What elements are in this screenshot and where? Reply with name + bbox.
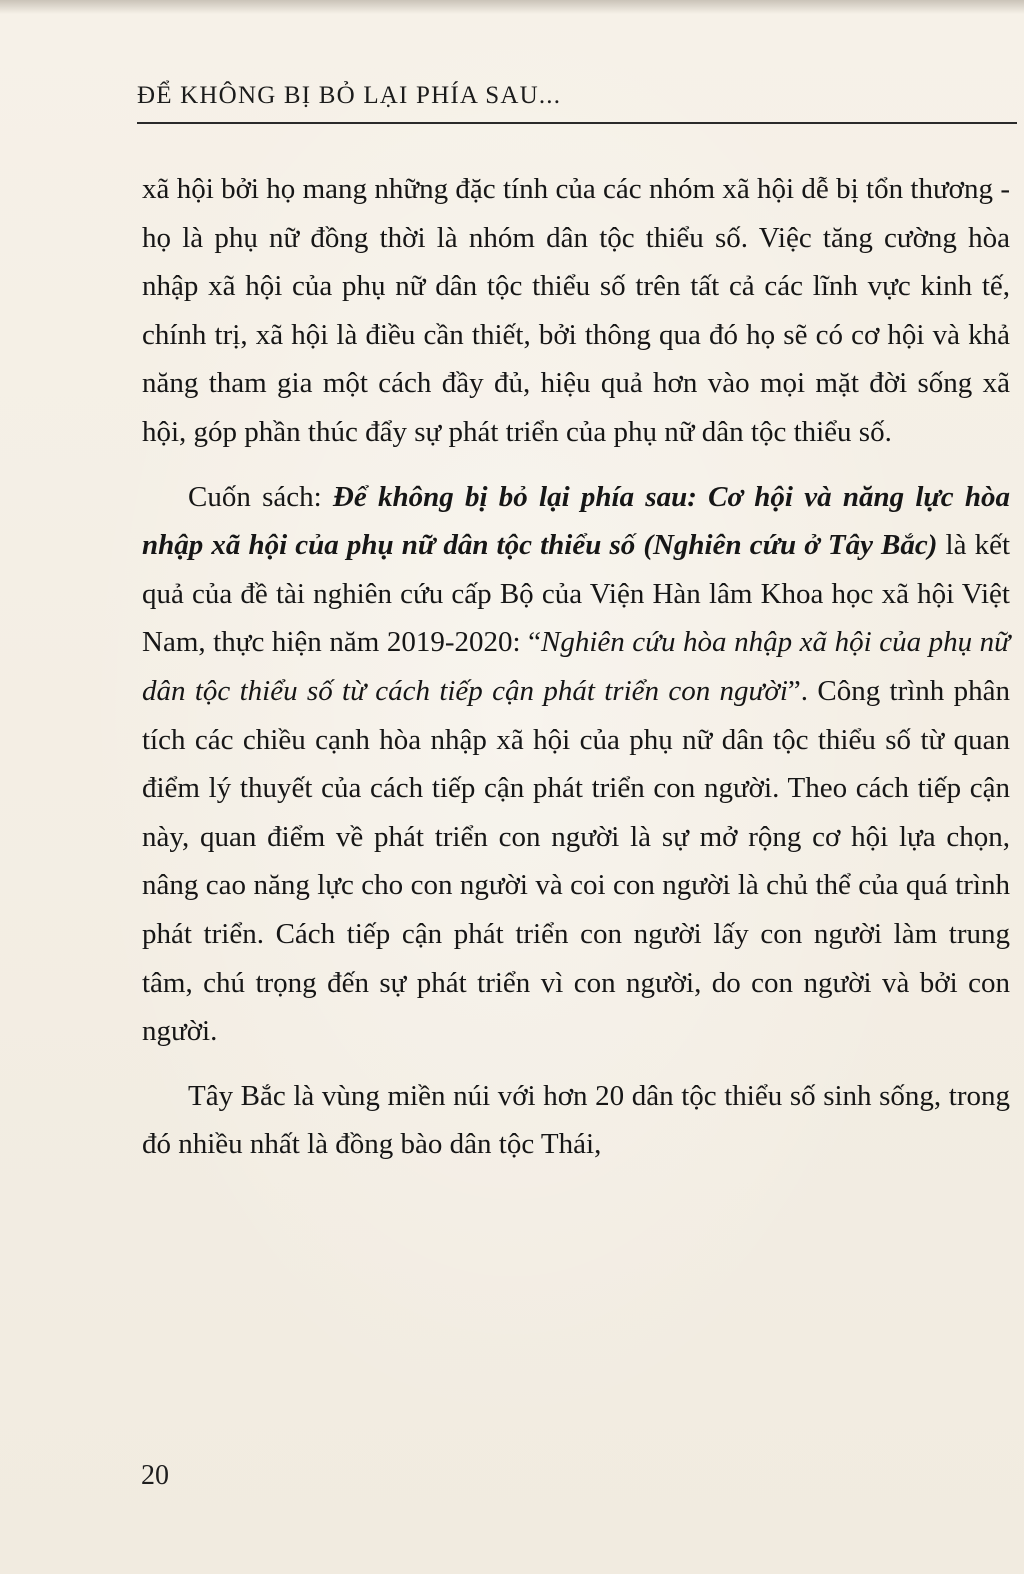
page-body — [142, 165, 1010, 1169]
paragraph-text: ”. Công trình phân tích các chiều cạnh hòa nhập xã hội của phụ nữ dân tộc thiểu số từ quan điểm lý thuyết của cách tiếp cận phát triển con người. Theo cách tiếp cận này, quan điểm về phát triển con người là sự mở rộng cơ hội lựa chọn, nâng cao năng lực cho con người và coi con người là chủ thể của quá trình phát triển. Cách tiếp cận phát triển con người lấy con người làm trung tâm, chú trọng đến sự phát triển vì con người, do con người và bởi con người. — [142, 674, 1010, 1048]
running-header — [137, 79, 1017, 125]
header-rule — [137, 122, 1017, 124]
project-title: Nghiên cứu hòa nhập xã hội của phụ nữ dân tộc thiểu số từ cách tiếp cận phát triển con người — [142, 626, 1010, 707]
book-title: Để không bị bỏ lại phía sau: Cơ hội và năng lực hòa nhập xã hội của phụ nữ dân tộc thiểu số (Nghiên cứu ở Tây Bắc) — [142, 480, 1010, 562]
page-top-shadow — [0, 0, 1024, 14]
paragraph-book-description — [142, 473, 1010, 1056]
page-number: 20 — [141, 1460, 169, 1491]
paragraph-text: Cuốn sách: — [188, 480, 333, 513]
paragraph-continued: xã hội bởi họ mang những đặc tính của các nhóm xã hội dễ bị tổn thương - họ là phụ nữ đồng thời là nhóm dân tộc thiểu số. Việc tăng cường hòa nhập xã hội của phụ nữ dân tộc thiểu số trên tất cả các lĩnh vực kinh tế, chính trị, xã hội là điều cần thiết, bởi thông qua đó họ sẽ có cơ hội và khả năng tham gia một cách đầy đủ, hiệu quả hơn vào mọi mặt đời sống xã hội, góp phần thúc đẩy sự phát triển của phụ nữ dân tộc thiểu số. — [142, 173, 1010, 448]
paragraph-text: là kết quả của đề tài nghiên cứu cấp Bộ của Viện Hàn lâm Khoa học xã hội Việt Nam, thực hiện năm 2019-2020: “ — [142, 529, 1011, 659]
paragraph-tay-bac: Tây Bắc là vùng miền núi với hơn 20 dân tộc thiểu số sinh sống, trong đó nhiều nhất là đồng bào dân tộc Thái, — [142, 1079, 1010, 1161]
running-title: ĐỂ KHÔNG BỊ BỎ LẠI PHÍA SAU... — [137, 82, 562, 109]
